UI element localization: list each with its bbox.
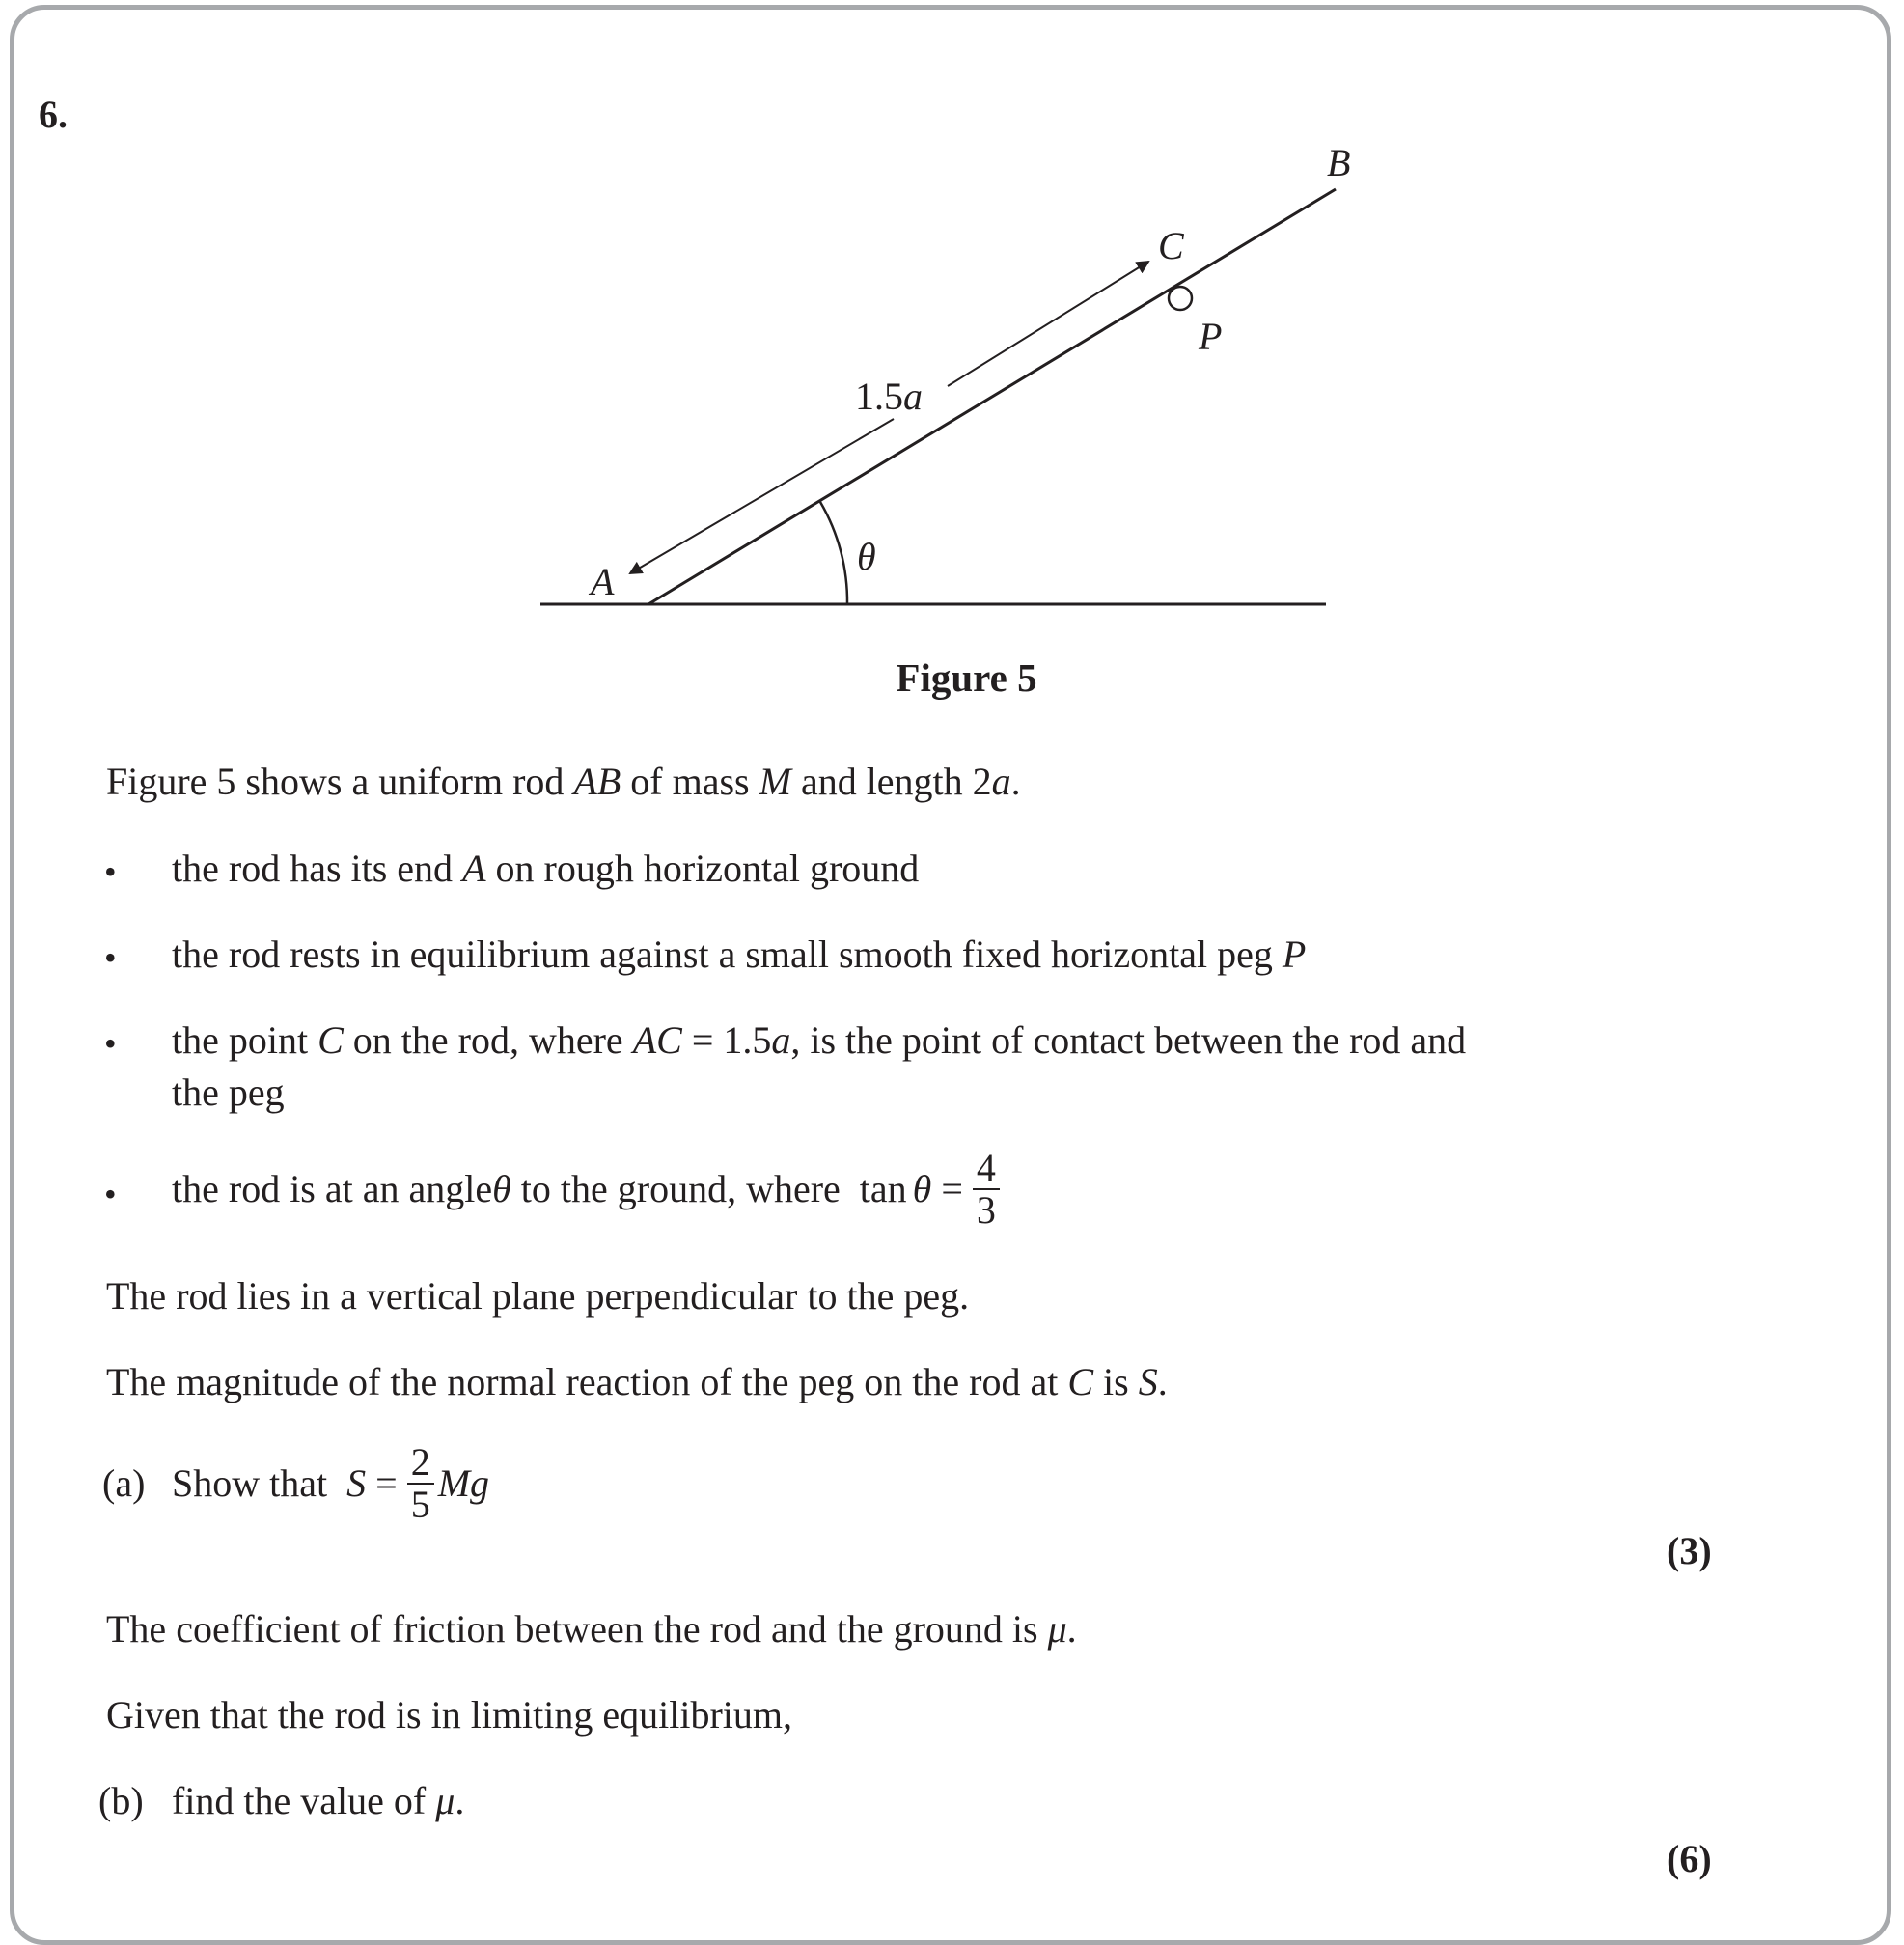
intro-a: a <box>991 760 1011 803</box>
b1-a: A <box>462 847 486 890</box>
part-a-label: (a) <box>102 1461 146 1505</box>
part-a <box>102 1433 489 1534</box>
intro-t2: of mass <box>621 760 759 803</box>
tan-fraction-denominator: 3 <box>973 1188 1000 1231</box>
given-text: Given that the rod is in limiting equilibrium, <box>106 1693 793 1737</box>
part-a-mg: Mg <box>437 1461 490 1505</box>
part-a-s: S <box>346 1461 367 1505</box>
dimension-arrow-lower <box>630 419 894 573</box>
b4-theta: θ <box>492 1167 511 1210</box>
bullet-dot-4: • <box>104 1175 117 1213</box>
b3-t4: , is the point of contact between the rod and <box>790 1018 1467 1062</box>
s-fraction <box>407 1442 434 1525</box>
part-b-mu: μ <box>435 1779 455 1822</box>
part-b-t1: find the value of <box>172 1779 436 1822</box>
friction-t1: The coefficient of friction between the rod and the ground is <box>106 1607 1048 1651</box>
s-fraction-denominator: 5 <box>407 1483 434 1525</box>
tan-fraction-numerator: 4 <box>976 1146 996 1189</box>
label-a: A <box>591 560 615 603</box>
label-length <box>855 375 923 418</box>
reaction-t1: The magnitude of the normal reaction of the peg on the rod at <box>106 1360 1068 1403</box>
intro-t4: . <box>1010 760 1021 803</box>
figure-5-diagram <box>0 0 1904 676</box>
s-fraction-numerator: 2 <box>410 1440 430 1484</box>
tan-fraction <box>973 1148 1000 1231</box>
b4-t2: to the ground, where tan <box>510 1167 907 1210</box>
label-length-variable: a <box>903 375 923 418</box>
b4-t3: = <box>931 1167 973 1210</box>
angle-arc <box>820 502 847 604</box>
intro-m: M <box>759 760 791 803</box>
b2-p: P <box>1282 932 1307 976</box>
b4-t1: the rod is at an angle <box>172 1167 493 1210</box>
part-b-marks: (6) <box>1667 1837 1712 1880</box>
b2-t1: the rod rests in equilibrium against a small smooth fixed horizontal peg <box>172 932 1283 976</box>
dimension-arrow-upper <box>948 262 1148 386</box>
bullet-2-text <box>172 932 1307 976</box>
b3-c: C <box>317 1018 344 1062</box>
bullet-3-text <box>172 1018 1467 1062</box>
part-a-marks: (3) <box>1667 1529 1712 1572</box>
b3-t3: = 1.5 <box>681 1018 772 1062</box>
intro-t3: and length 2 <box>790 760 992 803</box>
bullet-1-text <box>172 849 919 888</box>
friction-t2: . <box>1066 1607 1077 1651</box>
b3-ac: AC <box>632 1018 682 1062</box>
b4-theta2: θ <box>912 1167 932 1210</box>
part-b-label: (b) <box>98 1779 144 1822</box>
bullet-dot-2: • <box>104 938 117 977</box>
intro-text <box>106 760 1021 803</box>
reaction-t2: is <box>1093 1360 1139 1403</box>
label-theta: θ <box>857 535 876 578</box>
friction-mu: μ <box>1047 1607 1067 1651</box>
intro-ab: AB <box>573 760 621 803</box>
reaction-text <box>106 1360 1168 1403</box>
part-b-t2: . <box>455 1779 465 1822</box>
b1-t1: the rod has its end <box>172 847 463 890</box>
part-a-eq: = <box>366 1461 407 1505</box>
b3-a: a <box>771 1018 791 1062</box>
b1-t2: on rough horizontal ground <box>485 847 920 890</box>
intro-t1: Figure 5 shows a uniform rod <box>106 760 574 803</box>
rod-ab <box>648 189 1336 604</box>
label-p: P <box>1199 315 1223 358</box>
label-b: B <box>1327 141 1351 184</box>
reaction-t3: . <box>1157 1360 1168 1403</box>
label-c: C <box>1158 224 1184 267</box>
part-a-t1: Show that <box>172 1461 347 1505</box>
figure-caption <box>0 654 1904 701</box>
part-b <box>98 1779 465 1822</box>
bullet-3-line-2: the peg <box>172 1070 285 1114</box>
b3-t2: on the rod, where <box>343 1018 633 1062</box>
label-length-number: 1.5 <box>855 375 903 418</box>
friction-text <box>106 1607 1077 1651</box>
bullet-4-text <box>172 1139 1000 1239</box>
b3-t1: the point <box>172 1018 318 1062</box>
bullet-dot-1: • <box>104 852 117 891</box>
peg-p <box>1169 287 1192 310</box>
reaction-s: S <box>1138 1360 1158 1403</box>
figure-caption-text: Figure 5 <box>896 655 1037 700</box>
bullet-dot-3: • <box>104 1024 117 1063</box>
question-number: 6. <box>39 93 68 136</box>
reaction-c: C <box>1067 1360 1094 1403</box>
plane-text: The rod lies in a vertical plane perpendicular to the peg. <box>106 1274 970 1318</box>
